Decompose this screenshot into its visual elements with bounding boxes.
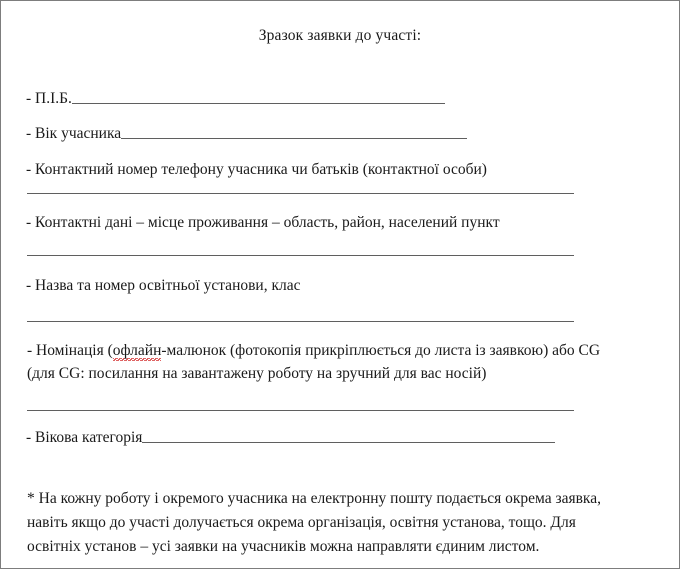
- field-contact-data-label: - Контактні дані – місце проживання – область, район, населений пункт: [26, 214, 500, 231]
- field-age-category-fill-line[interactable]: [142, 429, 555, 443]
- field-age-category-label: - Вікова категорія: [26, 429, 143, 446]
- field-age: [26, 124, 467, 144]
- field-age-category: [26, 428, 555, 448]
- field-phone: [26, 160, 487, 180]
- field-nomination: [27, 339, 607, 385]
- field-nomination-fill-line[interactable]: [27, 410, 574, 411]
- field-institution-fill-line[interactable]: [27, 321, 574, 322]
- field-nomination-label-part1: - Номінація (: [27, 342, 113, 359]
- document-body: [26, 1, 654, 568]
- field-age-fill-line[interactable]: [121, 125, 467, 139]
- page-title: Зразок заявки до участі:: [258, 27, 422, 44]
- field-pib: [26, 89, 445, 109]
- field-pib-fill-line[interactable]: [72, 90, 445, 104]
- field-pib-label: - П.І.Б.: [26, 90, 72, 107]
- field-nomination-misspelled-word: офлайн: [112, 342, 162, 359]
- field-age-label: - Вік учасника: [26, 125, 122, 142]
- field-institution-label: - Назва та номер освітньої установи, клас: [26, 277, 301, 294]
- footnote-text: * На кожну роботу і окремого учасника на електронну пошту подається окрема заявка, навіть якщо до участі долучається окрема організація, освітня установа, тощо. Для освітніх установ – усі заявки на учасників можна направляти єдиним листом.: [27, 490, 601, 555]
- field-nomination-label-line2: (для CG: посилання на завантажену роботу на зручний для вас носій): [27, 365, 487, 382]
- field-phone-label: - Контактний номер телефону учасника чи батьків (контактної особи): [26, 161, 487, 178]
- field-nomination-label-part2: -малюнок (фотокопія прикріплюється до листа із заявкою) або CG: [161, 342, 601, 359]
- field-phone-fill-line[interactable]: [27, 193, 574, 194]
- field-contact-data: [26, 213, 500, 233]
- field-institution: [26, 276, 301, 296]
- field-contact-data-fill-line[interactable]: [27, 255, 574, 256]
